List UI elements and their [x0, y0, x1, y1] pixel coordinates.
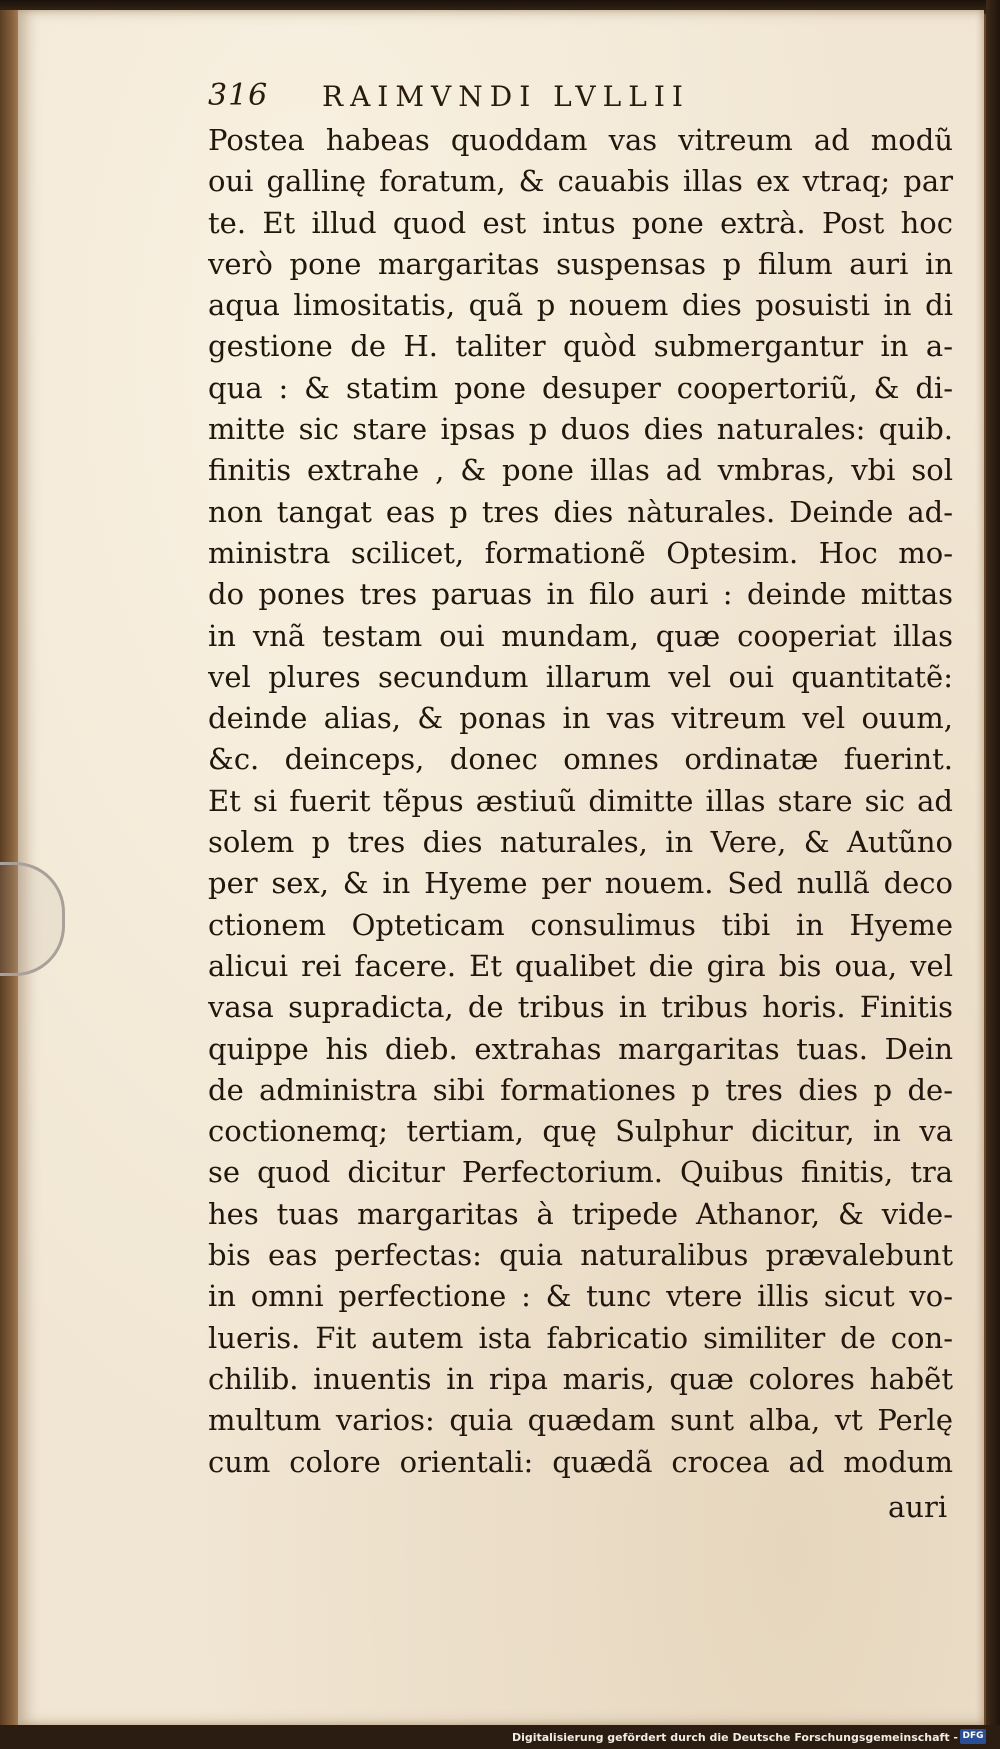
text-line: te. Et illud quod est intus pone extrà. Post hoc — [208, 205, 953, 240]
text-line: per sex, & in Hyeme per nouem. Sed nullã deco — [208, 866, 953, 901]
text-line: in omni perfectione : & tunc vtere illis sicut vo- — [208, 1279, 953, 1314]
text-line: multum varios: quia quædam sunt alba, vt Perlę — [208, 1403, 953, 1438]
running-head — [208, 78, 798, 122]
text-line: chilib. inuentis in ripa maris, quæ colores habẽt — [208, 1361, 953, 1396]
text-line: gestione de H. taliter quòd submergantur in a- — [208, 329, 953, 364]
text-line: hes tuas margaritas à tripede Athanor, & vide- — [208, 1196, 953, 1231]
text-line: aqua limositatis, quã p nouem dies posuisti in di — [208, 288, 953, 323]
page-number: 316 — [208, 78, 269, 113]
text-line: Postea habeas quoddam vas vitreum ad modũ — [208, 123, 953, 157]
text-line: verò pone margaritas suspensas p filum auri in — [208, 246, 953, 281]
text-line: mitte sic stare ipsas p duos dies naturales: quib. — [208, 412, 953, 447]
text-line: se quod dicitur Perfectorium. Quibus finitis, tra — [208, 1155, 953, 1190]
text-line: qua : & statim pone desuper coopertoriũ, & di- — [208, 370, 953, 405]
text-line: lueris. Fit autem ista fabricatio similiter de con- — [208, 1320, 953, 1355]
scan-right-edge — [986, 0, 1000, 1749]
text-line: do pones tres paruas in filo auri : deinde mittas — [208, 577, 953, 612]
text-line: ctionem Opteticam consulimus tibi in Hyeme — [208, 907, 953, 942]
text-line: coctionemq; tertiam, quę Sulphur dicitur, in va — [208, 1114, 953, 1149]
dfg-logo: DFG — [960, 1729, 986, 1744]
text-line: bis eas perfectas: quia naturalibus prævalebunt — [208, 1238, 953, 1273]
text-line: Et si fuerit tẽpus æstiuũ dimitte illas stare sic ad — [208, 783, 953, 818]
text-line: quippe his dieb. extrahas margaritas tuas. Dein — [208, 1031, 953, 1066]
text-line: alicui rei facere. Et qualibet die gira bis oua, vel — [208, 948, 953, 983]
running-title: RAIMVNDI LVLLII — [322, 80, 690, 113]
text-line: de administra sibi formationes p tres dies p de- — [208, 1072, 953, 1107]
text-line: &c. deinceps, donec omnes ordinatæ fuerint. — [208, 742, 953, 777]
text-line: non tangat eas p tres dies nàturales. Deinde ad- — [208, 494, 953, 529]
text-line: ministra scilicet, formationẽ Optesim. Hoc mo- — [208, 535, 953, 570]
text-line: vel plures secundum illarum vel oui quantitatẽ: — [208, 659, 953, 694]
text-line: in vnã testam oui mundam, quæ cooperiat illas — [208, 618, 953, 653]
text-line: finitis extrahe , & pone illas ad vmbras, vbi sol — [208, 453, 953, 488]
text-line: solem p tres dies naturales, in Vere, & Autũno — [208, 825, 953, 860]
text-line: deinde alias, & ponas in vas vitreum vel ouum, — [208, 701, 953, 736]
text-line: cum colore orientali: quædã crocea ad modum — [208, 1444, 953, 1479]
text-line: oui gallinę foratum, & cauabis illas ex vtraq; par — [208, 164, 953, 199]
funding-credit: Digitalisierung gefördert durch die Deutsche Forschungsgemeinschaft - — [511, 1731, 958, 1744]
text-line: vasa supradicta, de tribus in tribus horis. Finitis — [208, 990, 953, 1025]
body-text — [208, 120, 953, 1483]
catchword: auri — [888, 1490, 948, 1524]
